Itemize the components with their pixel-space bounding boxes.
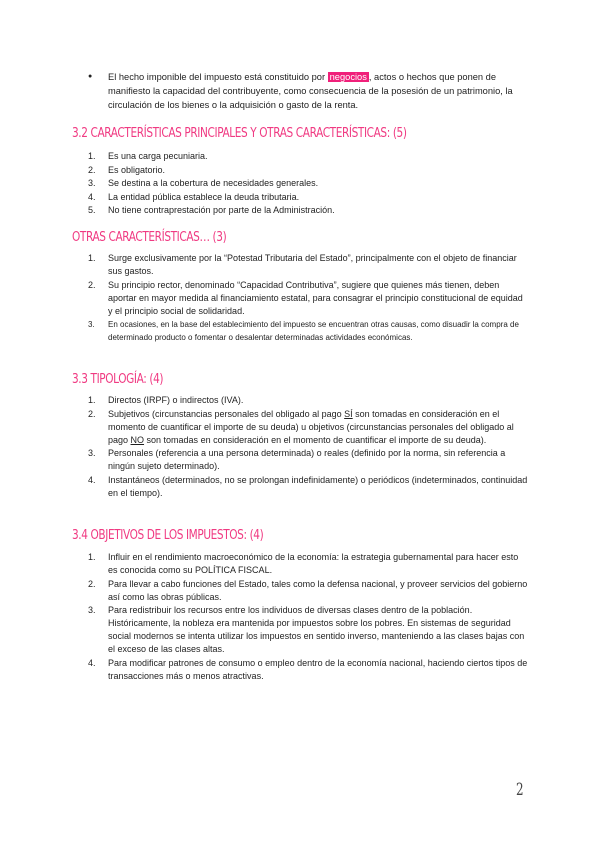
list-item: 4. Para modificar patrones de consumo o empleo dentro de la economía nacional, haciendo ciertos tipos de transacciones más o menos atractivas.: [88, 657, 528, 681]
list-item: 3. Para redistribuir los recursos entre los individuos de diversas clases dentro de la población. Históricamente, la nobleza era mantenida por impuestos sobre los pobres. En sistemas de seguridad social modernos se intenta utilizar los impuestos en sentido inverso, manteniendo a las clases bajas con el exceso de las clases altas.: [88, 605, 525, 654]
list-item: 2. Es obligatorio.: [88, 164, 166, 175]
section-heading-3-3: 3.3 TIPOLOGÍA: (4): [72, 371, 164, 387]
list-item: 1. Es una carga pecuniaria.: [88, 151, 208, 161]
list-item: 3. En ocasiones, en la base del establecimiento del impuesto se encuentran otras causas, como disuadir la compra de determinado producto o fomentar o desalentar determinadas actividades económicas.: [88, 320, 519, 342]
list-item: 4. La entidad pública establece la deuda tributaria.: [88, 191, 300, 202]
intro-bullet-list: [88, 70, 528, 112]
list-item: 5. No tiene contraprestación por parte de la Administración.: [88, 205, 335, 215]
list-item: 1. Directos (IRPF) o indirectos (IVA).: [88, 395, 244, 405]
section-heading-otras: OTRAS CARACTERÍSTICAS… (3): [72, 229, 227, 245]
list-item: 2. Su principio rector, denominado “Capacidad Contributiva”, sugiere que quienes más tienen, deben aportar en mayor medida al financiamiento estatal, para consagrar el principio constitucional de equidad y el principio social de solidaridad.: [88, 279, 523, 316]
list-item: 4. Instantáneos (determinados, no se prolongan indefinidamente) o periódicos (indeterminados, continuidad en el tiempo).: [88, 474, 528, 498]
objectives-list: [88, 551, 528, 683]
list-item: 3. Personales (referencia a una persona determinada) o reales (definido por la norma, sin referencia a ningún sujeto determinado).: [88, 448, 506, 471]
other-characteristics-list: [88, 252, 528, 345]
intro-bullet: ● El hecho imponible del impuesto está constituido por negocios , actos o hechos que ponen de manifiesto la capacidad del contribuyente, como consecuencia de la posesión de un patrimonio, la circulación de los bienes o la adquisición o gasto de la renta.: [88, 70, 528, 112]
list-item: 1. Influir en el rendimiento macroeconómico de la economía: la estrategia gubernamental para hacer esto es conocida como su POLÍTICA FISCAL.: [88, 552, 519, 575]
list-item: 2. Subjetivos (circunstancias personales del obligado al pago SÍ son tomadas en consideración en el momento de cuantificar el importe de su deuda) u objetivos (circunstancias personales del obligado al pago NO son tomadas en consideración en el momento de cuantificar el importe de su deuda).: [88, 408, 514, 445]
highlighted-word: negocios: [329, 72, 367, 82]
typology-list: [88, 394, 528, 500]
section-heading-3-4: 3.4 OBJETIVOS DE LOS IMPUESTOS: (4): [72, 527, 264, 543]
section-heading-3-2: 3.2 CARACTERÍSTICAS PRINCIPALES Y OTRAS CARACTERÍSTICAS: (5): [72, 125, 407, 141]
list-item: 3. Se destina a la cobertura de necesidades generales.: [88, 178, 319, 188]
characteristics-list: [88, 150, 528, 218]
list-item: 2. Para llevar a cabo funciones del Estado, tales como la defensa nacional, y proveer servicios del gobierno así como las obras públicas.: [88, 578, 528, 602]
page-number: 2: [516, 780, 524, 800]
list-item: 1. Surge exclusivamente por la “Potestad Tributaria del Estado”, principalmente con el objeto de financiar sus gastos.: [88, 253, 517, 276]
